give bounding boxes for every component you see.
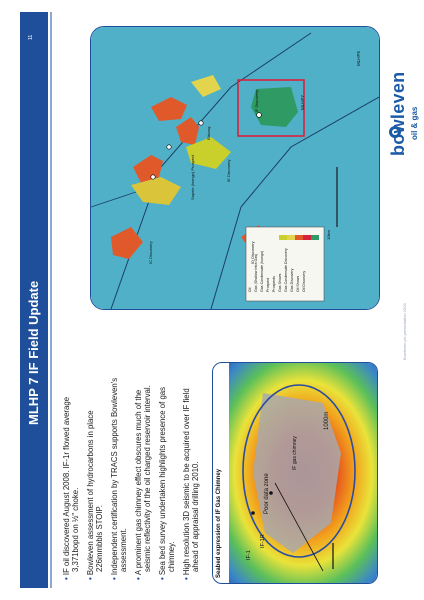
page-title: MLHP 7 IF Field Update <box>26 280 41 425</box>
bullet-item <box>182 388 191 580</box>
map-label-etisong: Etisong <box>206 126 211 140</box>
seabed-well-ifr-label: IF-1R <box>260 534 266 548</box>
legend-item: Prospects <box>272 276 276 292</box>
bullet-text: 3,371bopd on ½" choke. <box>71 487 80 572</box>
bullet-text: Sea bed survey undertaken highlights presence of gas <box>158 386 167 576</box>
bullet-text: Bowleven assessment of hydrocarbons in place <box>86 410 95 576</box>
bullet-dot: • <box>62 577 71 580</box>
map-panel <box>90 26 380 310</box>
bullet-dot: • <box>86 577 95 580</box>
legend-item: Gas Condensate (Isongo) <box>260 250 264 292</box>
legend-item: Gas Discovery <box>290 268 294 292</box>
legend-item: Oil Discovery <box>302 270 306 292</box>
bullet-text: IF oil discovered August 2008. IF-1r flowed average <box>62 396 71 576</box>
bullet-item <box>134 390 143 580</box>
seabed-poor-zone-label: Poor data zone <box>264 473 270 514</box>
bullet-item <box>71 488 80 572</box>
bullet-item <box>158 387 167 580</box>
bullet-item <box>191 461 200 572</box>
legend-swatch-prospects <box>279 235 287 240</box>
bullet-item <box>167 541 176 572</box>
map-label-if-discovery: IF Discovery <box>254 89 259 112</box>
legend-swatch-gas <box>303 235 311 240</box>
bullet-item <box>143 385 152 572</box>
logo-subtitle: oil & gas <box>410 106 419 140</box>
map-label-id: ID Discovery <box>250 241 255 264</box>
legend-item: Gas Shows <box>278 273 282 292</box>
header-accent-line <box>50 12 52 588</box>
footer-text: Bowleven plc presentation 2009 <box>402 303 407 360</box>
bullet-text: A prominent gas chimney effect obscures much of the <box>134 389 143 576</box>
legend-item: Prospect <box>266 277 270 292</box>
bullet-text: chimney. <box>167 541 176 572</box>
map-label-ie: IE Discovery <box>226 159 231 182</box>
seabed-heatmap <box>213 363 377 583</box>
bullet-text: High resolution 3D seismic to be acquired over IF field <box>182 388 191 576</box>
legend-swatch-condensate <box>295 235 303 240</box>
well-marker <box>151 175 155 179</box>
logo-wordmark: bowleven <box>388 71 408 156</box>
bullet-text: ahead of appraisal drilling 2010. <box>191 461 200 572</box>
seabed-caption: Seabed expression of IF Gas Chimney <box>216 468 222 578</box>
well-marker <box>167 145 171 149</box>
if-well-marker <box>257 113 262 118</box>
map-label-mlhp7: MLHP7 <box>300 94 305 110</box>
legend-item: Gas (Shallow Intra Gas) <box>254 253 258 292</box>
bullet-text: Independent certification by TRACS supports Bowleven's <box>110 377 119 576</box>
well-marker <box>199 121 203 125</box>
map-label-ic: IC Discovery <box>148 241 153 264</box>
seabed-scale-label: 1000m <box>324 411 330 430</box>
well-ifr-marker <box>251 511 255 515</box>
bullet-item <box>110 378 119 580</box>
page-number: 11 <box>28 34 34 40</box>
bullet-item <box>62 397 71 580</box>
bullet-dot: • <box>182 577 191 580</box>
bullet-dot: • <box>134 577 143 580</box>
bullet-item <box>95 505 104 572</box>
bullet-dot: • <box>110 577 119 580</box>
bullet-text: 226mmbbls STOIP. <box>95 505 104 572</box>
map-label-scale: 10km <box>326 230 331 240</box>
seabed-outline-label: IF gas chimney <box>292 436 298 470</box>
seabed-image-panel <box>212 362 378 584</box>
bullet-dot: • <box>158 577 167 580</box>
bullet-item <box>86 410 95 580</box>
map-graphic <box>91 27 379 309</box>
legend-swatch-prospect <box>287 235 295 240</box>
map-label-sapele: Sapele (Isongo) Prospect <box>190 154 195 200</box>
legend-item: Oil Shows <box>296 275 300 292</box>
map-label-mlhp5: MLHP5 <box>356 50 361 66</box>
bullet-item <box>119 528 128 572</box>
bullet-text: assessment. <box>119 528 128 572</box>
bullet-text: seismic reflectivity of the oil charged reservoir interval. <box>143 385 152 572</box>
legend-title: Oil <box>248 287 252 292</box>
seabed-well-if1-label: IF-1 <box>246 550 252 560</box>
legend-swatch-oil <box>311 235 319 240</box>
legend-item: Gas Condensate Discovery <box>284 248 288 292</box>
